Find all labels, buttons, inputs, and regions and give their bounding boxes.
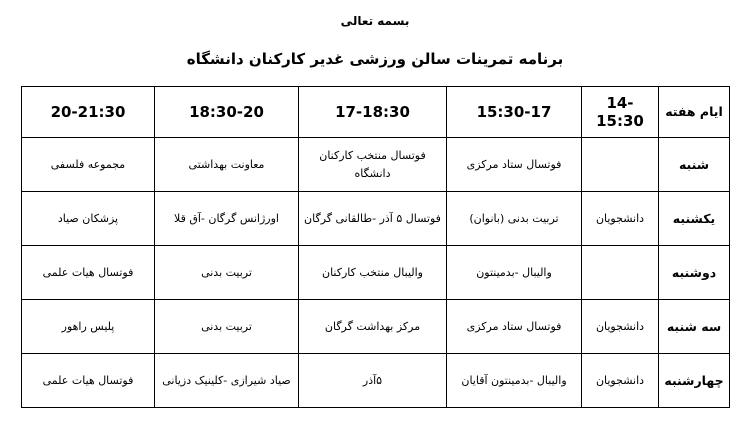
table-cell: فوتسال منتخب کارکنان دانشگاه (299, 138, 447, 192)
time-slot-header: 17-18:30 (299, 87, 447, 138)
table-cell: والیبال -بدمینتون آقایان (447, 354, 582, 408)
table-cell: معاونت بهداشتی (155, 138, 299, 192)
table-cell: پلیس راهور (22, 300, 155, 354)
table-cell (582, 246, 659, 300)
table-row (22, 354, 730, 408)
day-cell: شنبه (659, 138, 730, 192)
table-row (22, 246, 730, 300)
table-cell: پزشکان صیاد (22, 192, 155, 246)
table-cell: اورژانس گرگان -آق قلا (155, 192, 299, 246)
time-slot-header: 15:30-17 (447, 87, 582, 138)
table-row (22, 192, 730, 246)
table-cell: فوتسال ستاد مرکزی (447, 138, 582, 192)
table-row (22, 300, 730, 354)
table-cell: فوتسال ستاد مرکزی (447, 300, 582, 354)
table-cell: فوتسال هیات علمی (22, 246, 155, 300)
table-row (22, 138, 730, 192)
table-cell: فوتسال هیات علمی (22, 354, 155, 408)
schedule-table (21, 86, 730, 408)
time-slot-header: 20-21:30 (22, 87, 155, 138)
table-cell: تربیت بدنی (155, 246, 299, 300)
page-title: برنامه تمرینات سالن ورزشی غدیر کارکنان دانشگاه (186, 50, 564, 68)
table-cell: تربیت بدنی (155, 300, 299, 354)
table-cell: مجموعه فلسفی (22, 138, 155, 192)
table-header-row (22, 87, 730, 138)
bismillah-heading: بسمه تعالی (340, 14, 410, 28)
table-cell: صیاد شیرازی -کلینیک دزیانی (155, 354, 299, 408)
table-cell: مرکز بهداشت گرگان (299, 300, 447, 354)
day-cell: چهارشنبه (659, 354, 730, 408)
table-cell: تربیت بدنی (بانوان) (447, 192, 582, 246)
day-cell: یکشنبه (659, 192, 730, 246)
table-cell: والیبال منتخب کارکنان (299, 246, 447, 300)
day-cell: دوشنبه (659, 246, 730, 300)
table-cell: دانشجویان (582, 300, 659, 354)
table-cell (582, 138, 659, 192)
table-cell: ۵آذر (299, 354, 447, 408)
table-cell: فوتسال ۵ آذر -طالقانی گرگان (299, 192, 447, 246)
time-slot-header: 18:30-20 (155, 87, 299, 138)
time-slot-header: 14-15:30 (582, 87, 659, 138)
table-cell: والیبال -بدمینتون (447, 246, 582, 300)
corner-header-cell: ایام هفته (659, 87, 730, 138)
table-cell: دانشجویان (582, 354, 659, 408)
table-cell: دانشجویان (582, 192, 659, 246)
day-cell: سه شنبه (659, 300, 730, 354)
